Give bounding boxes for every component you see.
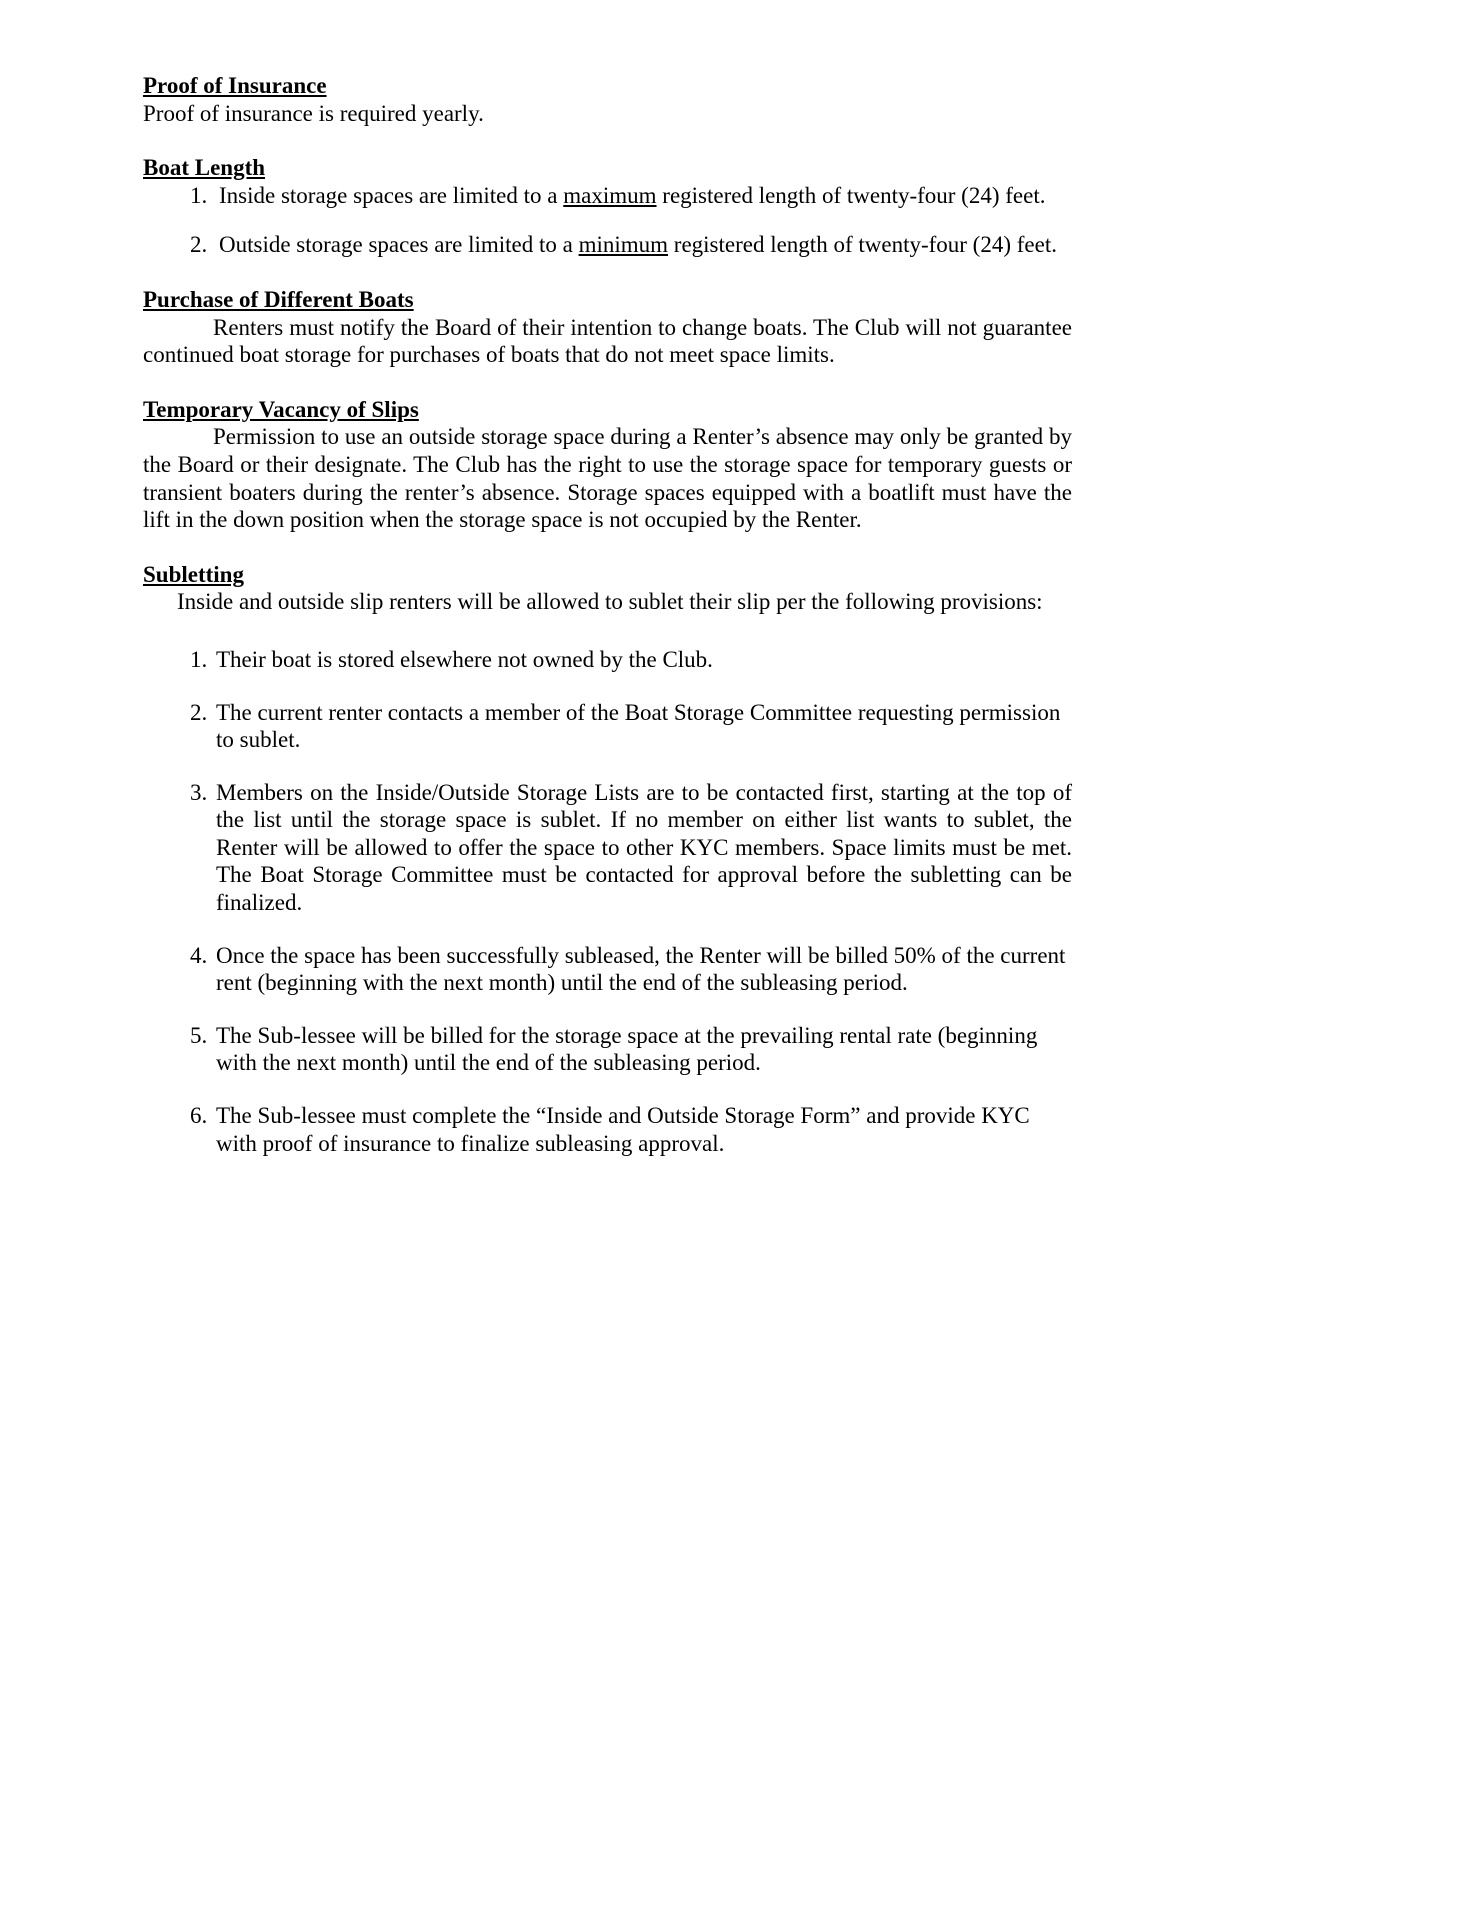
list-item-text: Outside storage spaces are limited to a	[219, 232, 579, 258]
paragraph-temporary-vacancy: Permission to use an outside storage space during a Renter’s absence may only be granted by the Board or their designate. The Club has the right to use the storage space for temporary guests or transient boaters during the renter’s absence. Storage spaces equipped with a boatlift must have the lift in the down position when the storage space is not occupied by the Renter.	[143, 424, 1072, 533]
list-item-boat-length-1	[213, 182, 1072, 210]
section-heading-purchase-of-different-boats: Purchase of Different Boats	[143, 286, 414, 312]
list-item-text: registered length of twenty-four (24) feet.	[668, 232, 1057, 258]
section-heading-boat-length: Boat Length	[143, 155, 266, 181]
list-item-subletting-3: 3. Members on the Inside/Outside Storage Lists are to be contacted first, starting at the top of the list until the storage space is sublet. If no member on either list wants to sublet, the Renter will be allowed to offer the space to other KYC members. Space limits must be met. The Boat Storage Committee must be contacted for approval before the subletting can be finalized.	[213, 779, 1072, 917]
underlined-word: minimum	[578, 232, 669, 258]
section-boat-length	[143, 154, 1072, 259]
boat-length-list	[143, 182, 1072, 259]
paragraph-proof-of-insurance: Proof of insurance is required yearly.	[143, 100, 484, 126]
paragraph-purchase-of-different-boats: Renters must notify the Board of their intention to change boats. The Club will not guarantee continued boat storage for purchases of boats that do not meet space limits.	[143, 314, 1072, 368]
section-heading-temporary-vacancy: Temporary Vacancy of Slips	[143, 396, 419, 422]
paragraph-subletting-intro: Inside and outside slip renters will be allowed to sublet their slip per the following provisions:	[177, 589, 1043, 615]
section-heading-proof-of-insurance: Proof of Insurance	[143, 73, 327, 98]
list-item-text: registered length of twenty-four (24) feet.	[656, 182, 1046, 208]
section-subletting	[143, 561, 1072, 1158]
subletting-list	[143, 646, 1072, 1157]
list-item-subletting-2: 2. The current renter contacts a member of the Boat Storage Committee requesting permission to sublet.	[213, 699, 1072, 754]
list-item-boat-length-2	[213, 231, 1072, 259]
list-item-subletting-4: 4. Once the space has been successfully subleased, the Renter will be billed 50% of the current rent (beginning with the next month) until the end of the subleasing period.	[213, 942, 1072, 997]
list-item-subletting-6: 6. The Sub-lessee must complete the “Inside and Outside Storage Form” and provide KYC with proof of insurance to finalize subleasing approval.	[213, 1102, 1072, 1157]
section-proof-of-insurance	[143, 72, 1072, 127]
section-purchase-of-different-boats	[143, 286, 1072, 369]
list-item-subletting-5: 5. The Sub-lessee will be billed for the storage space at the prevailing rental rate (beginning with the next month) until the end of the subleasing period.	[213, 1022, 1072, 1077]
section-heading-subletting: Subletting	[143, 561, 244, 587]
list-item-text: Inside storage spaces are limited to a	[219, 182, 564, 208]
section-temporary-vacancy	[143, 396, 1072, 534]
underlined-word: maximum	[563, 182, 657, 208]
list-item-subletting-1: 1. Their boat is stored elsewhere not owned by the Club.	[213, 646, 1072, 674]
